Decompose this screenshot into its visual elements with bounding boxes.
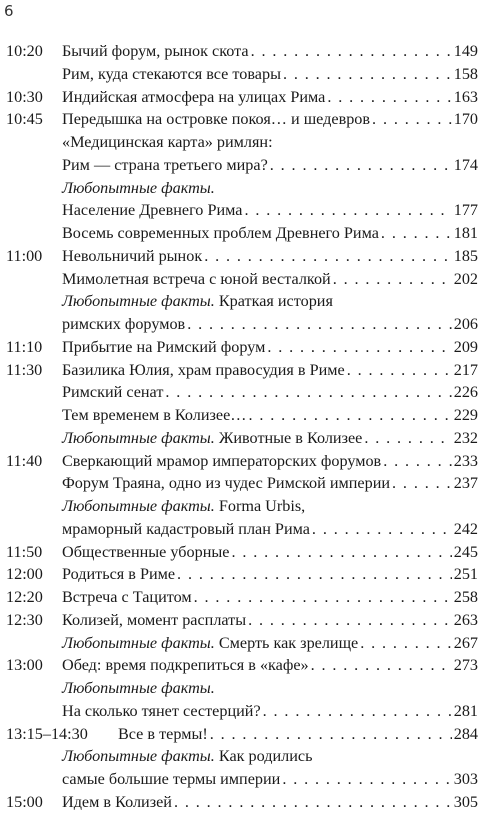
toc-entry-body: [62, 450, 478, 473]
toc-entry: [0, 700, 478, 723]
toc-entry-body: [62, 86, 478, 109]
toc-page-number: 229: [453, 406, 478, 424]
toc-entry-body: [62, 313, 478, 336]
toc-leader-dots: [270, 154, 452, 177]
toc-title: [118, 723, 208, 746]
toc-title-text: Рим, куда стекаются все товары: [62, 64, 281, 83]
toc-entry: [0, 654, 478, 677]
toc-entry-body: [62, 632, 478, 655]
toc-title-text: самые большие термы империи: [62, 770, 281, 788]
toc-italic-label: Любопытные факты.: [62, 292, 215, 311]
toc-time: 12:30: [6, 610, 43, 629]
toc-title: [62, 222, 379, 245]
toc-title: [62, 40, 249, 63]
toc-leader-dots: [360, 632, 451, 655]
toc-entry-body: [62, 63, 478, 86]
toc-time: 13:00: [6, 656, 43, 675]
toc-title-text: Бычий форум, рынок скота: [62, 42, 249, 60]
toc-title-text: Идем в Колизей: [62, 792, 172, 811]
toc-title: [62, 199, 242, 222]
toc-entry: [0, 290, 478, 313]
toc-title-text: Сверкающий мрамор императорских форумов: [62, 451, 382, 470]
toc-entry-body: [62, 472, 478, 495]
toc-title: [62, 290, 333, 313]
toc-time: 12:20: [6, 588, 43, 606]
toc-time: 10:20: [6, 42, 43, 60]
toc-time: 15:00: [6, 792, 43, 811]
toc-title: [62, 563, 175, 586]
toc-title-text: Невольничий рынок: [62, 246, 203, 265]
toc-entry: [0, 40, 478, 63]
toc-leader-dots: [372, 108, 452, 131]
toc-page-number: 273: [453, 656, 478, 675]
toc-entry-body: [62, 40, 478, 63]
toc-title: [62, 427, 362, 450]
toc-title-text: Обед: время подкрепиться в «кафе»: [62, 656, 309, 675]
toc-entry: [0, 268, 478, 291]
toc-title: [62, 586, 192, 609]
toc-title-text: Рим — страна третьего мира?: [62, 155, 268, 174]
toc-title: [62, 791, 172, 814]
toc-page-number: 267: [453, 633, 478, 652]
toc-title-text: Родиться в Риме: [62, 565, 176, 584]
toc-entry: [0, 245, 478, 268]
toc-title-text: Мимолетная встреча с юной весталкой: [62, 269, 331, 288]
toc-title: [62, 609, 246, 632]
toc-time: 11:10: [6, 337, 43, 356]
toc-page-number: 158: [453, 64, 478, 83]
toc-entry-body: [62, 268, 478, 291]
toc-title: [62, 404, 247, 427]
toc-entry: [0, 108, 478, 131]
toc-page-number: 163: [453, 87, 478, 106]
toc-entry: [0, 541, 478, 564]
toc-title: [62, 700, 261, 723]
toc-entry: [0, 336, 478, 359]
toc-page-number: 263: [453, 610, 478, 629]
toc-title-text: Колизей, момент расплаты: [62, 610, 247, 629]
toc-entry-body: [62, 654, 478, 677]
toc-page-number: 181: [453, 224, 478, 242]
toc-page-number: 305: [453, 792, 478, 811]
toc-title-text: Смерть как зрелище: [214, 633, 359, 652]
toc-page-number: 232: [453, 428, 478, 447]
toc-entry-body: [62, 131, 478, 154]
toc-entry-body: [62, 154, 478, 177]
toc-leader-dots: [194, 586, 452, 609]
toc-time: 10:30: [6, 87, 43, 106]
toc-title-text: Базилика Юлия, храм правосудия в Риме: [62, 360, 345, 379]
toc-leader-dots: [381, 222, 452, 245]
toc-entry-body: [62, 586, 478, 609]
toc-title-text: Краткая история: [214, 292, 333, 311]
toc-title-text: Передышка на островке покоя… и шедевров: [62, 110, 371, 129]
toc-entry-body: [62, 359, 478, 382]
toc-leader-dots: [174, 791, 452, 814]
toc-page-number: 217: [453, 360, 478, 379]
toc-leader-dots: [327, 86, 451, 109]
toc-page-number: 237: [453, 474, 478, 493]
toc-italic-label: Любопытные факты.: [62, 633, 215, 652]
toc-page-number: 303: [453, 770, 478, 788]
toc-page-number: 258: [453, 588, 478, 606]
toc-entry: [0, 563, 478, 586]
toc-page-number: 226: [453, 383, 478, 402]
toc-title: [62, 268, 331, 291]
toc-leader-dots: [267, 336, 451, 359]
toc-entry: [0, 609, 478, 632]
toc-leader-dots: [204, 245, 452, 268]
toc-title: [62, 472, 390, 495]
toc-entry: [0, 723, 478, 746]
toc-entry-body: [62, 700, 478, 723]
toc-title-text: Индийская атмосфера на улицах Рима: [62, 87, 326, 106]
toc-title: [62, 86, 325, 109]
toc-time: 13:15–14:30: [6, 724, 88, 743]
toc-entry: [0, 791, 478, 814]
toc-entry-body: [62, 245, 478, 268]
toc-leader-dots: [392, 472, 452, 495]
toc-page-number: 242: [453, 519, 478, 538]
toc-page-number: 281: [453, 701, 478, 720]
toc-title-text: Форум Траяна, одно из чудес Римской империи: [62, 474, 391, 493]
toc-page-number: 174: [453, 155, 478, 174]
toc-title-text: Прибытие на Римский форум: [62, 337, 266, 356]
toc-entry-body: [62, 336, 478, 359]
toc-page-number: 185: [453, 246, 478, 265]
toc-time: 12:00: [6, 565, 43, 584]
toc-entry: [0, 495, 478, 518]
toc-leader-dots: [311, 654, 452, 677]
toc-leader-dots: [263, 700, 452, 723]
toc-title-text: римских форумов: [62, 315, 186, 333]
toc-entry: [0, 768, 478, 791]
toc-entry: [0, 518, 478, 541]
toc-entry: [0, 404, 478, 427]
toc-leader-dots: [282, 768, 451, 791]
toc-leader-dots: [347, 359, 452, 382]
toc-leader-dots: [187, 313, 452, 336]
toc-page-number: 170: [453, 110, 478, 129]
toc-entry-body: [62, 745, 478, 768]
toc-entry-body: [62, 404, 478, 427]
toc-title: [62, 177, 215, 200]
toc-time: 11:40: [6, 451, 43, 470]
toc-title: [62, 336, 265, 359]
toc-title: [62, 654, 309, 677]
toc-title: [62, 768, 280, 791]
toc-title-text: Восемь современных проблем Древнего Рима: [62, 224, 379, 242]
toc-page-number: 209: [453, 337, 478, 356]
toc-italic-label: Любопытные факты.: [62, 428, 215, 447]
toc-title-text: Общественные уборные: [62, 542, 230, 561]
toc-title: [62, 541, 229, 564]
toc-entry: [0, 199, 478, 222]
toc-title: [62, 313, 185, 336]
toc-leader-dots: [251, 40, 452, 63]
toc-leader-dots: [244, 199, 451, 222]
toc-title: [62, 632, 358, 655]
toc-entry-body: [62, 199, 478, 222]
toc-page-number: 233: [453, 451, 478, 470]
toc-time: 11:00: [6, 246, 43, 265]
toc-leader-dots: [364, 427, 451, 450]
toc-entry: [0, 632, 478, 655]
toc-title-text: Как родились: [214, 747, 313, 766]
toc-italic-label: Любопытные факты.: [62, 679, 215, 697]
toc-entry: [0, 381, 478, 404]
toc-italic-label: Любопытные факты.: [62, 747, 215, 766]
toc-time: 11:30: [6, 360, 43, 379]
toc-title: [62, 359, 345, 382]
toc-leader-dots: [333, 268, 452, 291]
page-number: 6: [4, 2, 14, 20]
toc-title: [62, 450, 381, 473]
toc-time: 11:50: [6, 542, 43, 561]
toc-entry-body: [62, 518, 478, 541]
toc-page-number: 177: [453, 201, 478, 220]
toc-title: [62, 131, 273, 154]
toc-time: 10:45: [6, 110, 43, 129]
toc-leader-dots: [283, 63, 452, 86]
toc-page-number: 284: [453, 724, 478, 743]
toc-title: [62, 108, 370, 131]
toc-title-text: мраморный кадастровый план Рима: [62, 519, 310, 538]
table-of-contents: [0, 40, 478, 814]
toc-entry-body: [118, 723, 478, 746]
toc-entry: [0, 222, 478, 245]
toc-page-number: 149: [453, 42, 478, 60]
toc-entry-body: [62, 222, 478, 245]
toc-italic-label: Любопытные факты.: [62, 497, 215, 515]
toc-entry-body: [62, 381, 478, 404]
toc-italic-label: Любопытные факты.: [62, 178, 215, 197]
toc-page-number: 206: [453, 315, 478, 333]
toc-title-text: Римский сенат: [62, 383, 164, 402]
toc-entry: [0, 359, 478, 382]
toc-leader-dots: [231, 541, 451, 564]
toc-entry-body: [62, 427, 478, 450]
toc-title-text: «Медицинская карта» римлян:: [62, 133, 273, 151]
toc-title: [62, 154, 268, 177]
toc-leader-dots: [210, 723, 452, 746]
toc-title-text: Forma Urbis,: [214, 497, 306, 515]
toc-leader-dots: [249, 404, 452, 427]
toc-entry: [0, 63, 478, 86]
toc-entry-body: [62, 791, 478, 814]
toc-title-text: Все в термы!: [118, 724, 208, 743]
toc-leader-dots: [383, 450, 452, 473]
toc-page-number: 202: [453, 269, 478, 288]
toc-entry-body: [62, 677, 478, 700]
toc-title: [62, 677, 215, 700]
toc-entry: [0, 745, 478, 768]
toc-title: [62, 745, 312, 768]
toc-title: [62, 381, 163, 404]
toc-title: [62, 495, 305, 518]
toc-entry: [0, 86, 478, 109]
toc-entry: [0, 472, 478, 495]
toc-entry: [0, 131, 478, 154]
toc-entry: [0, 427, 478, 450]
toc-title-text: Животные в Колизее: [214, 428, 363, 447]
toc-entry-body: [62, 108, 478, 131]
toc-entry-body: [62, 609, 478, 632]
toc-title: [62, 63, 281, 86]
toc-title-text: На сколько тянет сестерций?: [62, 701, 261, 720]
toc-leader-dots: [177, 563, 452, 586]
toc-leader-dots: [248, 609, 452, 632]
toc-entry-body: [62, 563, 478, 586]
toc-leader-dots: [312, 518, 452, 541]
toc-entry: [0, 313, 478, 336]
toc-entry: [0, 177, 478, 200]
toc-entry-body: [62, 290, 478, 313]
toc-title: [62, 518, 310, 541]
toc-entry: [0, 154, 478, 177]
toc-entry-body: [62, 768, 478, 791]
toc-entry-body: [62, 177, 478, 200]
toc-title-text: Тем временем в Колизее…: [62, 406, 247, 424]
toc-page-number: 251: [453, 565, 478, 584]
toc-entry: [0, 450, 478, 473]
toc-entry-body: [62, 541, 478, 564]
toc-entry: [0, 586, 478, 609]
toc-title-text: Встреча с Тацитом: [62, 588, 192, 606]
toc-entry-body: [62, 495, 478, 518]
toc-title: [62, 245, 202, 268]
toc-leader-dots: [165, 381, 451, 404]
toc-title-text: Население Древнего Рима: [62, 201, 243, 220]
toc-page-number: 245: [453, 542, 478, 561]
toc-entry: [0, 677, 478, 700]
